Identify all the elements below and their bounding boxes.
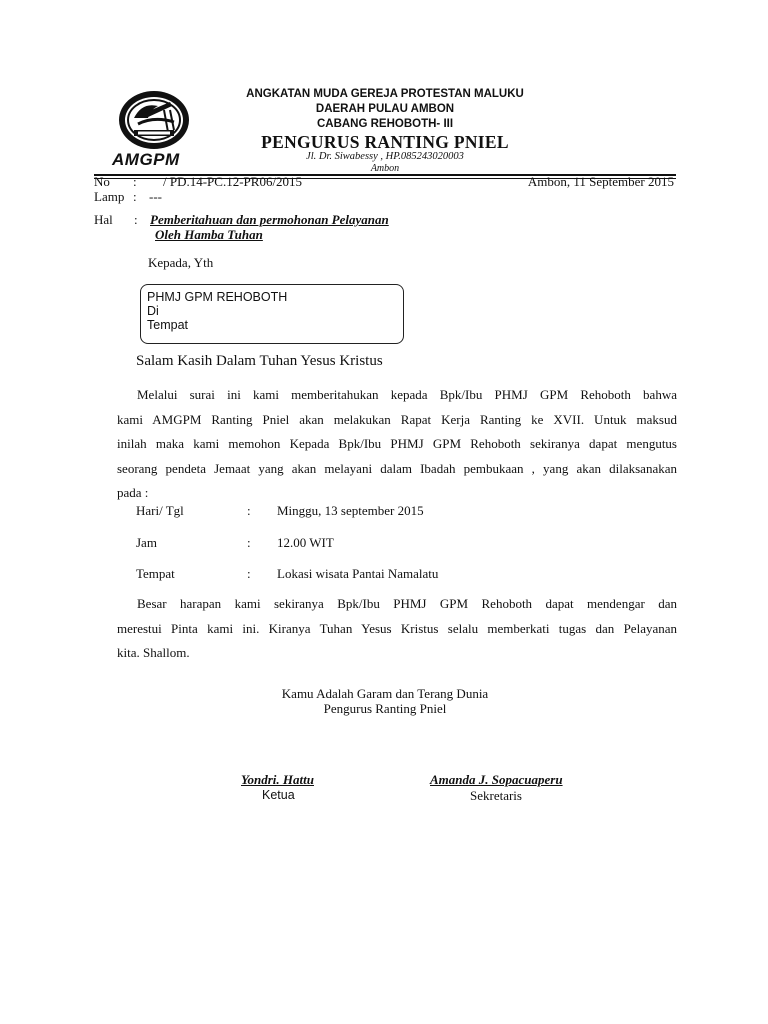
detail-value-place: Lokasi wisata Pantai Namalatu [277,566,439,581]
detail-value-day: Minggu, 13 september 2015 [277,503,424,518]
detail-sep-time: : [247,535,251,550]
detail-label-day: Hari/ Tgl [136,503,184,518]
no-label: No [94,174,110,189]
recipient-line3: Tempat [147,318,188,332]
signature-name-ketua: Yondri. Hattu [241,772,314,787]
org-name-line3: CABANG REHOBOTH- III [316,118,454,130]
lamp-value: --- [149,189,162,204]
detail-value-time: 12.00 WIT [277,535,334,550]
paragraph-1-line: inilah maka kami memohon Kepada Bpk/Ibu PHMJ GPM Rehoboth sekiranya dapat mengutus [117,436,677,451]
paragraph-2 [117,592,677,666]
subject-line2: Oleh Hamba Tuhan [155,227,263,242]
paragraph-2-line: Besar harapan kami sekiranya Bpk/Ibu PHMJ GPM Rehoboth dapat mendengar dan [137,596,677,611]
closing-org: Pengurus Ranting Pniel [323,701,447,716]
detail-label-place: Tempat [136,566,175,581]
letterhead-address: Jl. Dr. Siwabessy , HP.085243020003 [306,151,464,162]
detail-label-time: Jam [136,535,157,550]
salutation: Salam Kasih Dalam Tuhan Yesus Kristus [136,353,383,369]
recipient-line2: Di [147,304,159,318]
recipient-line1: PHMJ GPM REHOBOTH [147,290,288,304]
signature-name-sekretaris: Amanda J. Sopacuaperu [430,772,563,787]
paragraph-1-line: Melalui surai ini kami memberitahukan kepada Bpk/Ibu PHMJ GPM Rehoboth bahwa [137,387,677,402]
no-value: / PD.14-PC.12-PR06/2015 [163,174,303,189]
hal-label: Hal [94,212,113,227]
letterhead-city: Ambon [370,163,400,174]
detail-sep-place: : [247,566,251,581]
signature-role-ketua: Ketua [262,788,295,802]
no-sep: : [133,174,137,189]
detail-sep-day: : [247,503,251,518]
lamp-sep: : [133,189,137,204]
hal-sep: : [134,212,138,227]
paragraph-1-line: seorang pendeta Jemaat yang akan melayani dalam Ibadah pembukaan , yang akan dilaksanakan [117,460,677,476]
signature-role-sekretaris: Sekretaris [470,788,522,803]
org-name-line2: DAERAH PULAU AMBON [315,103,455,115]
kepada-label: Kepada, Yth [148,255,214,270]
paragraph-1-line: pada : [117,485,149,500]
org-name-line1: ANGKATAN MUDA GEREJA PROTESTAN MALUKU [246,88,524,100]
paragraph-1 [117,383,677,506]
letterhead-title: PENGURUS RANTING PNIEL [261,132,509,152]
subject-line1: Pemberitahuan dan permohonan Pelayanan [150,212,389,227]
paragraph-1-line: kami AMGPM Ranting Pniel akan melakukan Rapat Kerja Ranting ke XVII. Untuk maksud [117,411,677,427]
paragraph-2-line: kita. Shallom. [117,645,190,660]
closing-motto: Kamu Adalah Garam dan Terang Dunia [281,686,489,701]
paragraph-2-line: merestui Pinta kami ini. Kiranya Tuhan Yesus Kristus selalu memberkati tugas dan Pelayanan [117,620,677,636]
letter-date: Ambon, 11 September 2015 [527,174,674,189]
logo-text: AMGPM [112,150,180,169]
lamp-label: Lamp [94,189,125,204]
